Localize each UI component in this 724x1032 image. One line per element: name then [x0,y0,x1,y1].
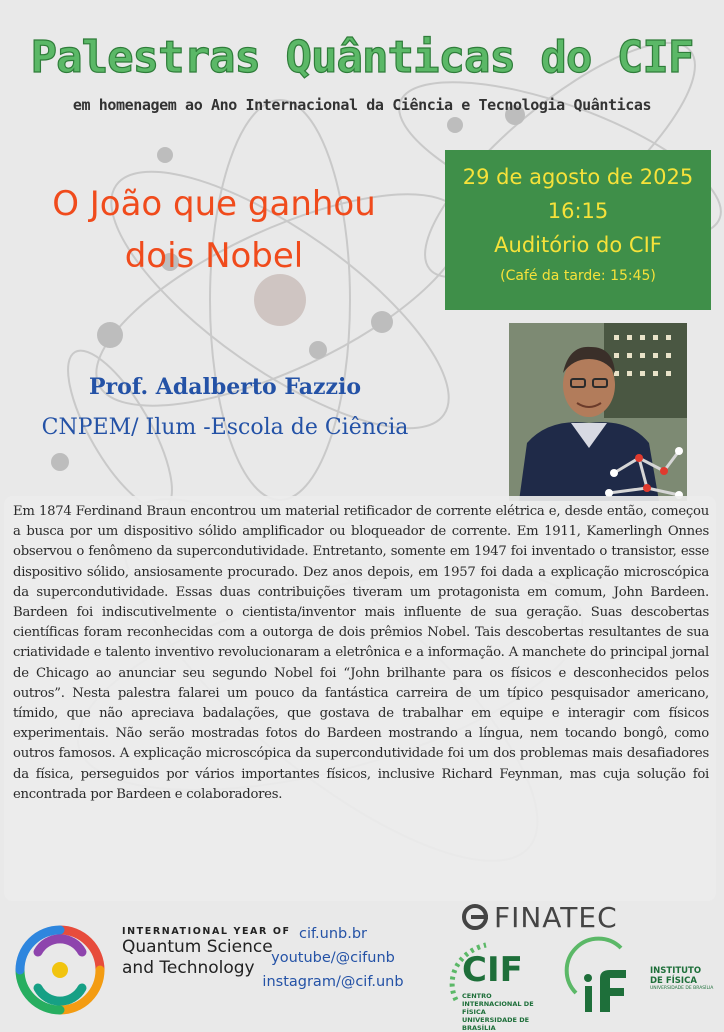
if-line-1: INSTITUTO [650,966,702,976]
contact-website-link[interactable]: cif.unb.br [298,926,368,942]
event-info-box [445,150,711,310]
talk-title-line-1: O João que ganhou [52,184,376,224]
cif-wordmark: CIF [462,950,523,990]
series-subtitle: em homenagem ao Ano Internacional da Ciência e Tecnologia Quânticas [72,96,652,114]
speaker-affiliation: CNPEM/ Ilum -Escola de Ciência [41,415,409,440]
contact-youtube-link[interactable]: youtube/@cifunb [271,950,395,966]
event-coffee: (Café da tarde: 15:45) [500,268,656,284]
contact-links [258,922,408,994]
iyq-line-1: Quantum Science [122,937,273,957]
finatec-logo [462,900,672,934]
contact-instagram-link[interactable]: instagram/@cif.unb [262,974,404,990]
finatec-wordmark: FINATEC [494,900,618,934]
cif-subtitle [462,992,552,1032]
speaker-photo [509,323,687,501]
talk-abstract: Em 1874 Ferdinand Braun encontrou um material retificador de corrente elétrica e, desde então, começou a busca por um dispositivo sólido amplificador ou bloqueador de corrente. Em 1911, Kamerlingh Onnes observou o fenômeno da supercondutividade. Entretanto, somente em 1947 foi inventado o transistor, esse dispositivo sólido, ansiosamente procurado. Dez anos depois, em 1957 foi dada a explicação microscópica da supercondutividade. Essas duas contribuições tiveram um protagonista em comum, John Bardeen. Bardeen foi indiscutivelmente o cientista/inventor mais influente de sua geração. Suas descobertas científicas foram reconhecidas com a outorga de dois prêmios Nobel. Tais descobertas resultantes de sua criatividade e talento inventivo revolucionaram a eletrônica e a informação. A manchete do principal jornal de Chicago ao anunciar seu segundo Nobel foi “John brilhante para os físicos e desconhecidos pelos outros”. Nesta palestra falarei um pouco da fantástica carreira de um típico pesquisador americano, tímido, que não apreciava badalações, que gostava de trabalhar em equipe e interagir com físicos experimentais. Não serão mostradas fotos do Bardeen mostrando a língua, nem tocando bongô, como outros famosos. A explicação microscópica da supercondutividade foi um dos problemas mais desafiadores da física, perseguidos por vários importantes físicos, inclusive Richard Feynman, mas cuja solução foi encontrada por Bardeen e colaboradores. [4,496,716,901]
talk-title-line-2: dois Nobel [124,236,304,276]
iyq-line-2: and Technology [122,958,255,978]
cif-subtitle-line-2: UNIVERSIDADE DE BRASÍLIA [462,1016,530,1032]
iyq-logo [8,920,113,1020]
event-venue: Auditório do CIF [494,233,662,257]
speaker-name: Prof. Adalberto Fazzio [88,374,362,400]
if-line-3: UNIVERSIDADE DE BRASÍLIA [650,986,714,991]
event-time: 16:15 [547,199,609,223]
iyq-small-caption: INTERNATIONAL YEAR OF [122,926,291,937]
if-logo [566,938,640,1016]
series-title: Palestras Quânticas do CIF [30,32,694,83]
cif-subtitle-line-1: CENTRO INTERNACIONAL DE FÍSICA [462,992,534,1016]
finatec-icon [462,904,488,930]
if-text [650,966,720,992]
talk-title [8,178,420,282]
event-date: 29 de agosto de 2025 [462,165,694,189]
if-line-2: DE FÍSICA [650,976,697,986]
